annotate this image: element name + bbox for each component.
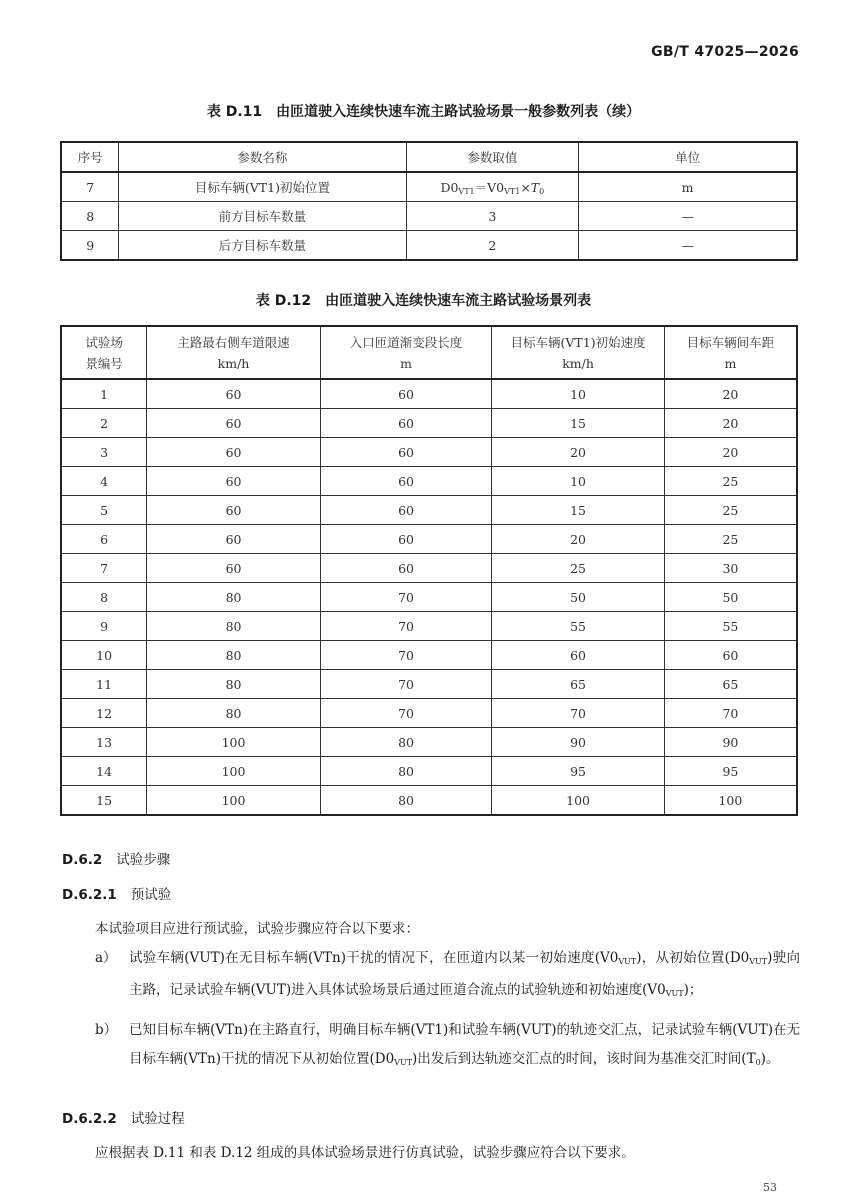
section-heading-d622 bbox=[62, 1107, 185, 1127]
column-header bbox=[320, 326, 491, 379]
table-cell: 70 bbox=[664, 699, 797, 728]
table-cell: 60 bbox=[320, 379, 491, 409]
header-line: 目标车辆(VT1)初始速度 bbox=[510, 334, 646, 350]
section-heading-d62 bbox=[62, 848, 170, 868]
table-cell: 80 bbox=[147, 641, 321, 670]
table-cell: 10 bbox=[492, 379, 665, 409]
table-cell: 10 bbox=[492, 467, 665, 496]
section-title: 预试验 bbox=[130, 887, 172, 903]
cell-no: 9 bbox=[61, 231, 119, 261]
table-cell: 60 bbox=[320, 525, 491, 554]
table-d12-title: 表 D.12 由匝道驶入连续快速车流主路试验场景列表 bbox=[255, 293, 592, 309]
table-cell: 80 bbox=[320, 786, 491, 816]
table-cell: 80 bbox=[147, 612, 321, 641]
header-unit: km/h bbox=[562, 355, 594, 371]
table-cell: 25 bbox=[492, 554, 665, 583]
table-row bbox=[61, 496, 797, 525]
table-cell: 60 bbox=[147, 409, 321, 438]
table-cell: 15 bbox=[61, 786, 147, 816]
formula-subscript: 0 bbox=[539, 187, 545, 196]
table-cell: 11 bbox=[61, 670, 147, 699]
section-number: D.6.2 bbox=[62, 852, 103, 868]
table-cell: 20 bbox=[492, 525, 665, 554]
list-item-b bbox=[95, 1016, 800, 1077]
table-cell: 9 bbox=[61, 612, 147, 641]
column-header: 单位 bbox=[579, 142, 797, 172]
table-row bbox=[61, 172, 797, 202]
table-d11 bbox=[60, 141, 798, 261]
formula-part: ＝V0 bbox=[474, 180, 505, 195]
table-cell: 25 bbox=[664, 525, 797, 554]
table-cell: 12 bbox=[61, 699, 147, 728]
standard-code: GB/T 47025—2026 bbox=[651, 44, 799, 60]
table-row bbox=[61, 554, 797, 583]
header-unit: m bbox=[724, 355, 737, 371]
page-number: 53 bbox=[763, 1181, 777, 1194]
table-cell: 20 bbox=[492, 438, 665, 467]
table-cell: 25 bbox=[664, 496, 797, 525]
formula-subscript: VT1 bbox=[458, 187, 475, 196]
table-cell: 60 bbox=[147, 438, 321, 467]
table-cell: 80 bbox=[320, 728, 491, 757]
table-cell: 60 bbox=[492, 641, 665, 670]
table-cell: 90 bbox=[664, 728, 797, 757]
table-row bbox=[61, 641, 797, 670]
list-marker: b） bbox=[95, 1022, 118, 1038]
table-cell: 3 bbox=[61, 438, 147, 467]
table-row bbox=[61, 699, 797, 728]
table-row bbox=[61, 379, 797, 409]
column-header bbox=[147, 326, 321, 379]
table-cell: 7 bbox=[61, 554, 147, 583]
header-line: 主路最右侧车道限速 bbox=[177, 334, 290, 350]
table-row bbox=[61, 438, 797, 467]
intro-paragraph: 本试验项目应进行预试验，试验步骤应符合以下要求： bbox=[95, 921, 419, 937]
column-header bbox=[492, 326, 665, 379]
table-row bbox=[61, 612, 797, 641]
table-cell: 65 bbox=[492, 670, 665, 699]
column-header bbox=[664, 326, 797, 379]
list-marker: a） bbox=[95, 950, 117, 966]
cell-name: 前方目标车数量 bbox=[119, 202, 406, 231]
table-cell: 70 bbox=[320, 641, 491, 670]
text-run: 已知目标车辆(VTn)在主路直行，明确目标车辆(VT1)和试验车辆(VUT)的轨迹交汇点，记录试验车辆(VUT)在无目标车辆(VTn)干扰的情况下从初始位置(D0 bbox=[129, 1022, 800, 1067]
cell-unit: — bbox=[579, 231, 797, 261]
table-cell: 30 bbox=[664, 554, 797, 583]
header-unit: m bbox=[400, 355, 412, 371]
text-run: )。 bbox=[760, 1051, 780, 1067]
cell-name: 目标车辆(VT1)初始位置 bbox=[119, 172, 406, 202]
column-header: 参数取值 bbox=[406, 142, 579, 172]
table-cell: 60 bbox=[320, 554, 491, 583]
table-cell: 70 bbox=[320, 670, 491, 699]
text-run: )； bbox=[683, 982, 703, 998]
section-heading-d621 bbox=[62, 883, 171, 903]
table-cell: 60 bbox=[320, 438, 491, 467]
column-header: 序号 bbox=[61, 142, 119, 172]
subscript: VUT bbox=[618, 957, 637, 966]
header-line: 景编号 bbox=[85, 355, 123, 371]
table-cell: 60 bbox=[147, 496, 321, 525]
column-header bbox=[61, 326, 147, 379]
table-row bbox=[61, 525, 797, 554]
table-row bbox=[61, 728, 797, 757]
table-cell: 15 bbox=[492, 409, 665, 438]
table-cell: 20 bbox=[664, 379, 797, 409]
table-cell: 80 bbox=[147, 583, 321, 612]
text-run: )，从初始位置(D0 bbox=[636, 950, 750, 966]
text-run: )驶向主路，记录试验车辆(VUT)进入具体试验场景后通过匝道合流点的试验轨迹和初始速度(V0 bbox=[129, 950, 800, 998]
table-row bbox=[61, 583, 797, 612]
table-row bbox=[61, 757, 797, 786]
closing-paragraph: 应根据表 D.11 和表 D.12 组成的具体试验场景进行仿真试验，试验步骤应符合以下要求。 bbox=[95, 1145, 635, 1161]
cell-name: 后方目标车数量 bbox=[119, 231, 406, 261]
header-unit: km/h bbox=[217, 355, 250, 371]
table-cell: 20 bbox=[664, 438, 797, 467]
table-cell: 100 bbox=[147, 786, 321, 816]
table-cell: 60 bbox=[320, 409, 491, 438]
section-number: D.6.2.1 bbox=[62, 887, 117, 903]
table-cell: 60 bbox=[147, 379, 321, 409]
section-title: 试验过程 bbox=[130, 1111, 185, 1127]
list-item-a bbox=[95, 944, 800, 1008]
table-cell: 10 bbox=[61, 641, 147, 670]
subscript: VUT bbox=[749, 957, 768, 966]
table-cell: 1 bbox=[61, 379, 147, 409]
table-cell: 70 bbox=[320, 699, 491, 728]
table-cell: 8 bbox=[61, 583, 147, 612]
cell-value: 2 bbox=[406, 231, 579, 261]
table-cell: 90 bbox=[492, 728, 665, 757]
table-cell: 6 bbox=[61, 525, 147, 554]
table-cell: 2 bbox=[61, 409, 147, 438]
formula-part: ×T bbox=[520, 180, 540, 195]
table-cell: 70 bbox=[320, 583, 491, 612]
section-title: 试验步骤 bbox=[116, 852, 171, 868]
table-cell: 80 bbox=[320, 757, 491, 786]
table-row bbox=[61, 670, 797, 699]
section-number: D.6.2.2 bbox=[62, 1111, 117, 1127]
table-cell: 60 bbox=[320, 496, 491, 525]
text-run: )出发后到达轨迹交汇点的时间，该时间为基准交汇时间(T bbox=[412, 1051, 756, 1067]
table-cell: 14 bbox=[61, 757, 147, 786]
table-cell: 100 bbox=[664, 786, 797, 816]
header-line: 目标车辆间车距 bbox=[686, 334, 775, 350]
table-cell: 25 bbox=[664, 467, 797, 496]
table-row bbox=[61, 409, 797, 438]
cell-unit: — bbox=[579, 202, 797, 231]
table-cell: 13 bbox=[61, 728, 147, 757]
table-cell: 70 bbox=[320, 612, 491, 641]
table-row bbox=[61, 786, 797, 816]
cell-value: 3 bbox=[406, 202, 579, 231]
header-line: 试验场 bbox=[85, 334, 123, 350]
column-header: 参数名称 bbox=[119, 142, 406, 172]
table-d11-title: 表 D.11 由匝道驶入连续快速车流主路试验场景一般参数列表（续） bbox=[206, 104, 641, 120]
table-cell: 95 bbox=[664, 757, 797, 786]
table-row bbox=[61, 202, 797, 231]
table-cell: 80 bbox=[147, 670, 321, 699]
table-cell: 55 bbox=[664, 612, 797, 641]
table-cell: 55 bbox=[492, 612, 665, 641]
table-cell: 60 bbox=[147, 554, 321, 583]
cell-value bbox=[406, 172, 579, 202]
cell-no: 8 bbox=[61, 202, 119, 231]
subscript: 0 bbox=[755, 1058, 761, 1067]
header-line: 入口匝道渐变段长度 bbox=[349, 334, 463, 350]
table-cell: 60 bbox=[664, 641, 797, 670]
table-cell: 100 bbox=[492, 786, 665, 816]
table-cell: 50 bbox=[492, 583, 665, 612]
formula-part: D0 bbox=[440, 180, 459, 195]
table-cell: 95 bbox=[492, 757, 665, 786]
cell-no: 7 bbox=[61, 172, 119, 202]
table-cell: 5 bbox=[61, 496, 147, 525]
text-run: 试验车辆(VUT)在无目标车辆(VTn)干扰的情况下，在匝道内以某一初始速度(V0 bbox=[129, 950, 619, 966]
table-row bbox=[61, 467, 797, 496]
formula-subscript: VT1 bbox=[504, 187, 521, 196]
table-cell: 50 bbox=[664, 583, 797, 612]
subscript: VUT bbox=[665, 989, 684, 998]
table-cell: 65 bbox=[664, 670, 797, 699]
table-cell: 15 bbox=[492, 496, 665, 525]
list-item-text bbox=[129, 1016, 800, 1077]
table-cell: 100 bbox=[147, 757, 321, 786]
table-d12 bbox=[60, 325, 798, 816]
table-cell: 60 bbox=[147, 525, 321, 554]
table-cell: 60 bbox=[147, 467, 321, 496]
cell-unit: m bbox=[579, 172, 797, 202]
table-cell: 60 bbox=[320, 467, 491, 496]
table-row bbox=[61, 231, 797, 261]
table-cell: 100 bbox=[147, 728, 321, 757]
subscript: VUT bbox=[394, 1058, 413, 1067]
table-cell: 20 bbox=[664, 409, 797, 438]
table-cell: 80 bbox=[147, 699, 321, 728]
table-cell: 70 bbox=[492, 699, 665, 728]
table-cell: 4 bbox=[61, 467, 147, 496]
list-item-text bbox=[129, 944, 800, 1008]
